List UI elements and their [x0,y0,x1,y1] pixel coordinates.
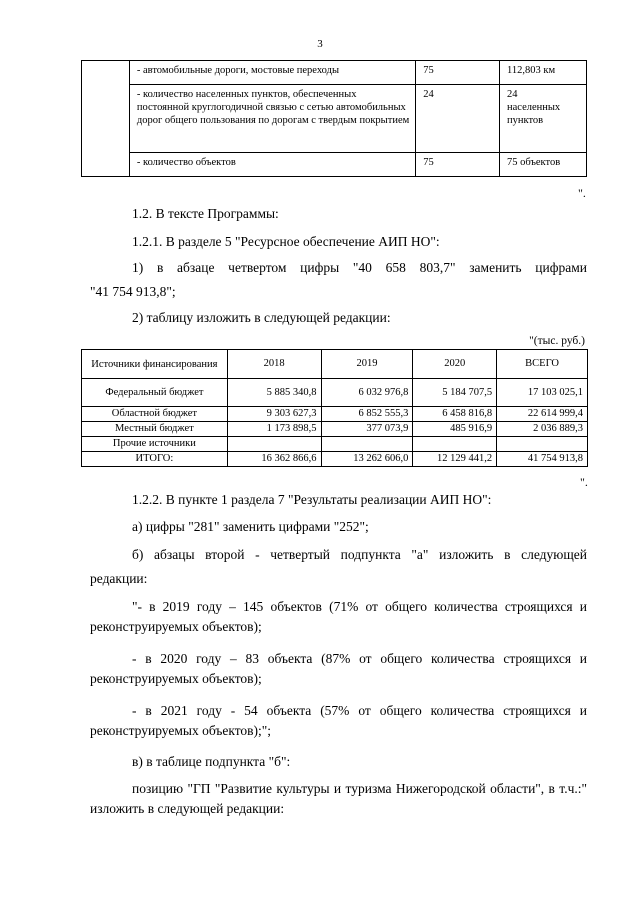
table-cell: 75 объектов [500,153,587,177]
table-header-row [82,350,588,379]
page-number: 3 [317,38,323,50]
table-cell: 5 184 707,5 [413,379,497,407]
table-cell: 75 [416,61,500,85]
closing-quote: ". [580,475,588,489]
table-cell: 6 458 816,8 [413,407,497,422]
table-row-total [82,452,588,467]
table-row [82,422,588,437]
table-cell: 12 129 441,2 [413,452,497,467]
paragraph: "41 754 913,8"; [90,284,176,299]
table-cell: 41 754 913,8 [497,452,588,467]
paragraph: - в 2020 году – 83 объекта (87% от общего количества строящихся и реконструируемых объектов); [90,651,587,686]
table-cell [227,437,321,452]
table-row [82,437,588,452]
paragraph: 1.2. В тексте Программы: [132,206,279,221]
table-row [82,407,588,422]
table-cell: 16 362 866,6 [227,452,321,467]
table-cell: 24 населенных пунктов [500,85,587,153]
paragraph: - в 2021 году - 54 объекта (57% от общего количества строящихся и реконструируемых объектов);"; [90,703,587,738]
paragraph: 2) таблицу изложить в следующей редакции: [132,310,391,325]
table-cell [82,61,130,177]
table-cell: 485 916,9 [413,422,497,437]
table-cell: 75 [416,153,500,177]
table-cell: ИТОГО: [82,452,228,467]
paragraph: в) в таблице подпункта "б": [132,754,291,769]
table-cell: 24 [416,85,500,153]
table-header: ВСЕГО [497,350,588,379]
table-cell: 112,803 км [500,61,587,85]
table-cell: 1 173 898,5 [227,422,321,437]
table-row [82,153,587,177]
table-cell: Прочие источники [82,437,228,452]
table-row [82,61,587,85]
table-cell: - автомобильные дороги, мостовые переходы [129,61,415,85]
table-cell: 377 073,9 [321,422,413,437]
paragraph: 1.2.1. В разделе 5 "Ресурсное обеспечение АИП НО": [132,234,440,249]
table-header: 2020 [413,350,497,379]
closing-quote: ". [578,186,586,200]
paragraph: 1) в абзаце четвертом цифры "40 658 803,7" заменить цифрами [132,260,587,275]
table-cell: 6 852 555,3 [321,407,413,422]
paragraph: "- в 2019 году – 145 объектов (71% от общего количества строящихся и реконструируемых объектов); [90,599,587,634]
unit-label: "(тыс. руб.) [529,335,585,347]
table-header: Источники финансирования [82,350,228,379]
table-cell [321,437,413,452]
table-cell [497,437,588,452]
paragraph: редакции: [90,571,148,586]
table-row [82,379,588,407]
table-cell: 5 885 340,8 [227,379,321,407]
funding-table [81,349,588,467]
table-cell [413,437,497,452]
paragraph: б) абзацы второй - четвертый подпункта "а" изложить в следующей [132,547,587,562]
table-cell: - количество объектов [129,153,415,177]
indicators-table [81,60,587,177]
table-cell: 6 032 976,8 [321,379,413,407]
table-cell: Федеральный бюджет [82,379,228,407]
table-cell: 9 303 627,3 [227,407,321,422]
paragraph: а) цифры "281" заменить цифрами "252"; [132,519,369,534]
table-cell: - количество населенных пунктов, обеспеченных постоянной круглогодичной связью с сетью автомобильных дорог общего пользования по дорогам с твердым покрытием [129,85,415,153]
table-header: 2019 [321,350,413,379]
paragraph: 1.2.2. В пункте 1 раздела 7 "Результаты реализации АИП НО": [132,492,492,507]
table-cell: 2 036 889,3 [497,422,588,437]
table-cell: 13 262 606,0 [321,452,413,467]
table-cell: Местный бюджет [82,422,228,437]
table-cell: 17 103 025,1 [497,379,588,407]
table-cell: 22 614 999,4 [497,407,588,422]
table-row [82,85,587,153]
paragraph: позицию "ГП "Развитие культуры и туризма Нижегородской области", в т.ч.:" изложить в следующей редакции: [90,781,587,816]
table-header: 2018 [227,350,321,379]
table-cell: Областной бюджет [82,407,228,422]
